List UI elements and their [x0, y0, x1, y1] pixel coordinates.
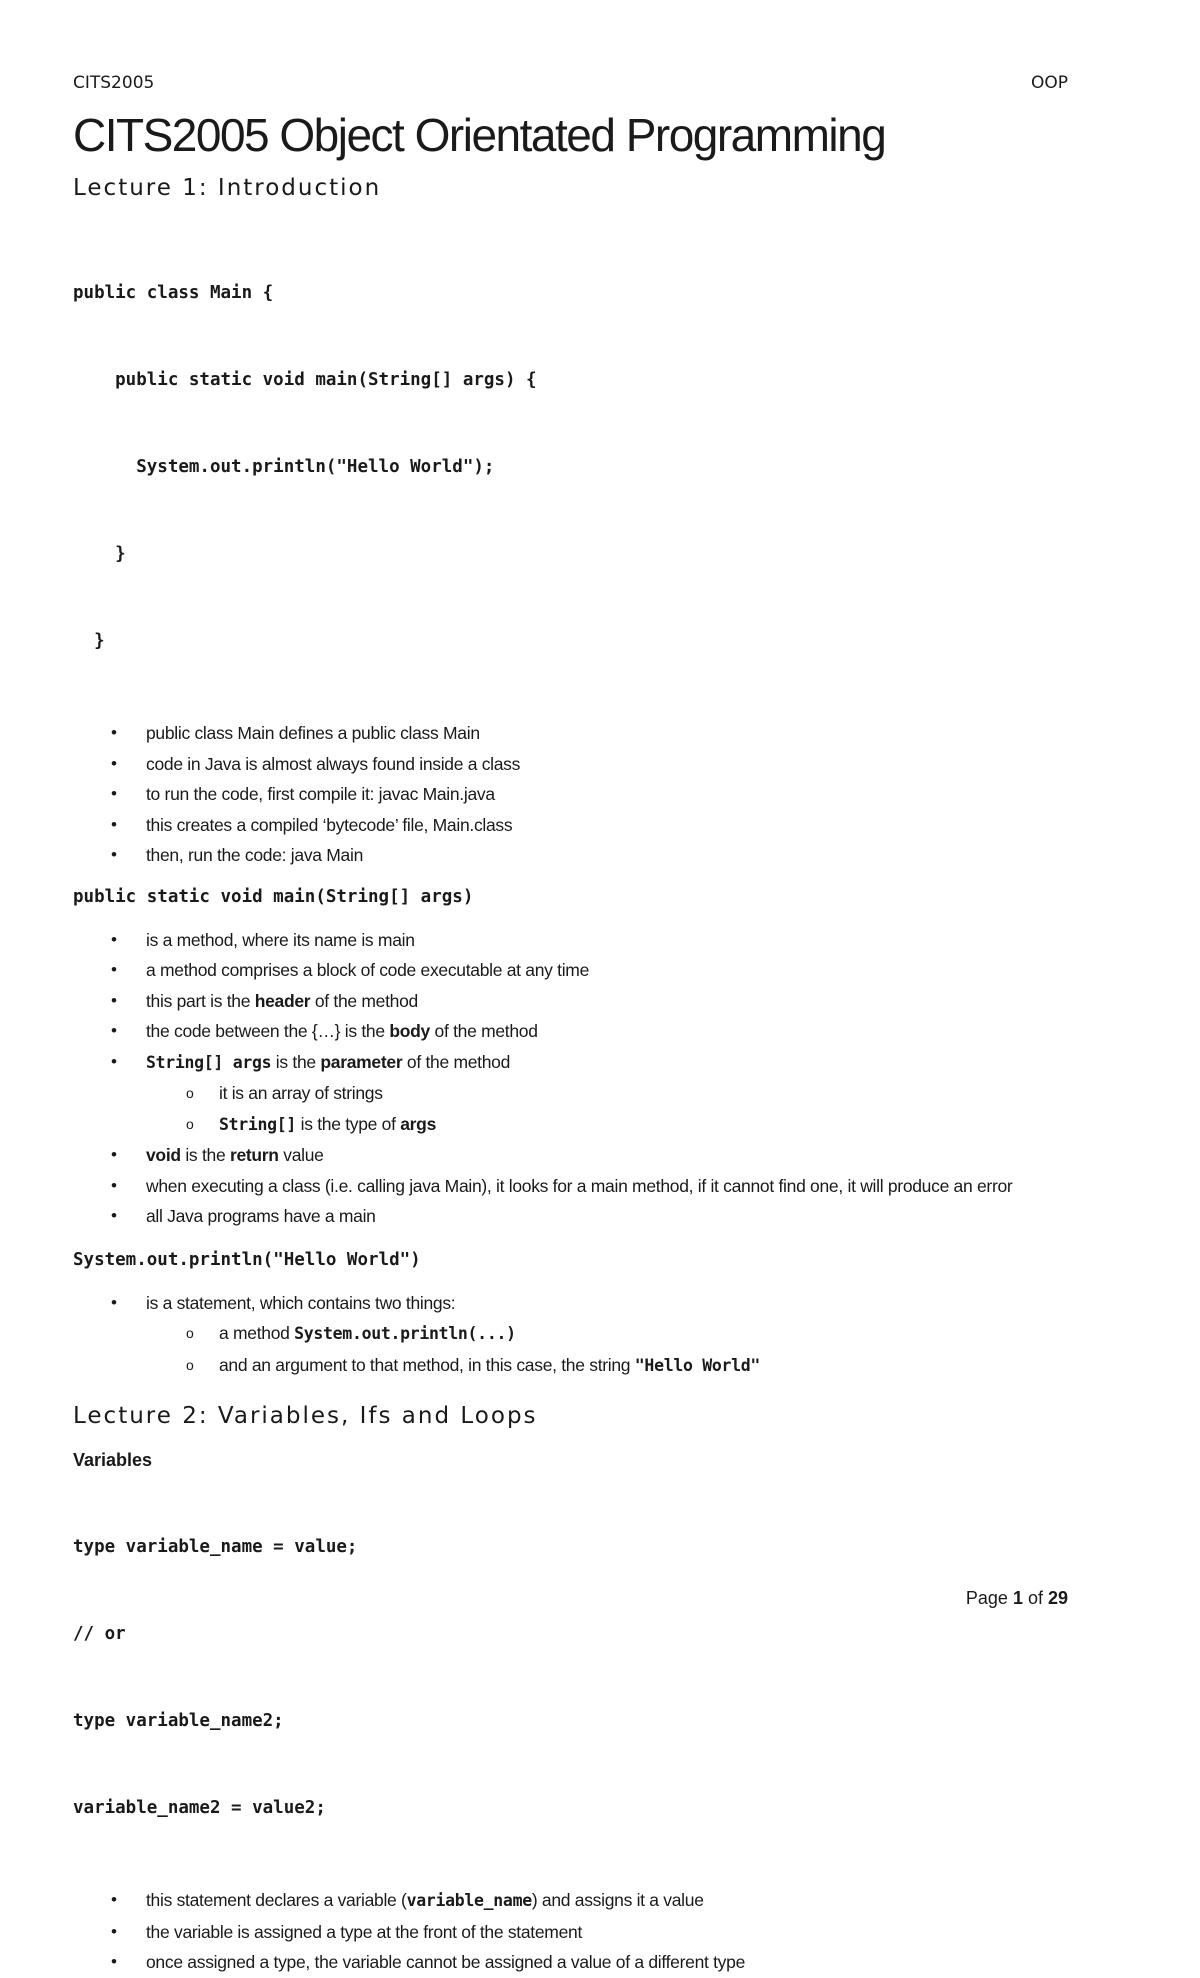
text: is the	[180, 1145, 230, 1165]
text: this part is the	[146, 990, 255, 1011]
inline-code: String[]	[219, 1114, 297, 1134]
current-page: 1	[1012, 1588, 1023, 1608]
text: a method	[219, 1323, 295, 1343]
inline-code: System.out.println(...)	[294, 1324, 516, 1343]
list-item: • code in Java is almost always found inside a class	[73, 749, 1093, 780]
list-item: • then, run the code: java Main	[73, 840, 1093, 871]
list-item: • when executing a class (i.e. calling java Main), it looks for a main method, if it cannot find one, it will produce an error	[73, 1171, 1093, 1202]
code-line: }	[73, 544, 126, 564]
println-signature: System.out.println("Hello World")	[73, 1249, 421, 1270]
document-title: CITS2005 Object Orientated Programming	[73, 109, 886, 161]
list-item: • this creates a compiled ‘bytecode’ file, Main.class	[73, 810, 1093, 841]
variables-subheading: Variables	[73, 1450, 153, 1470]
bold-term: header	[254, 990, 311, 1011]
list-item	[73, 1885, 1093, 1917]
list-item: • all Java programs have a main	[73, 1201, 1093, 1232]
list-item	[73, 1047, 1093, 1079]
text: of the method	[429, 1021, 538, 1041]
bold-term: return	[229, 1145, 279, 1165]
lecture-1-bullets-intro	[73, 718, 1093, 871]
list-item	[73, 986, 1093, 1017]
sub-list-item	[73, 1109, 1093, 1141]
hello-world-code-block	[73, 221, 1093, 714]
list-item	[73, 1016, 1093, 1047]
text: and an argument to that method, in this case, the string	[219, 1354, 635, 1375]
variables-bullets	[73, 1885, 1093, 1978]
variables-code-block	[73, 1475, 1093, 1881]
header-course-code: CITS2005	[73, 73, 155, 93]
sub-list-item	[73, 1318, 1093, 1350]
lecture-1-heading: Lecture 1: Introduction	[73, 175, 382, 201]
text: is the type of	[296, 1113, 401, 1134]
text: value	[278, 1145, 324, 1165]
text: of the method	[402, 1051, 511, 1072]
inline-code: variable_name	[406, 1891, 532, 1910]
list-item: • to run the code, first compile it: javac Main.java	[73, 779, 1093, 810]
document-content	[73, 105, 1093, 1978]
main-method-bullets	[73, 925, 1093, 1232]
bold-term: args	[400, 1113, 436, 1134]
code-line: // or	[73, 1624, 126, 1644]
total-pages: 29	[1047, 1588, 1068, 1608]
println-bullets	[73, 1288, 1093, 1382]
page-number	[966, 1588, 1068, 1609]
main-method-signature: public static void main(String[] args)	[73, 886, 474, 907]
text: ) and assigns it a value	[531, 1890, 704, 1910]
list-item: • is a statement, which contains two things:	[73, 1288, 1093, 1319]
inline-code: "Hello World"	[634, 1355, 761, 1375]
text: Page	[965, 1588, 1013, 1608]
text: is the	[271, 1051, 321, 1072]
code-line: type variable_name = value;	[73, 1537, 358, 1557]
code-line: type variable_name2;	[73, 1711, 284, 1731]
text: the code between the {…} is the	[146, 1021, 390, 1041]
code-line: System.out.println("Hello World");	[73, 457, 495, 477]
code-line: public class Main {	[73, 283, 274, 303]
bold-term: body	[389, 1021, 430, 1041]
text: of	[1022, 1588, 1048, 1608]
list-item: • is a method, where its name is main	[73, 925, 1093, 956]
list-item: • the variable is assigned a type at the front of the statement	[73, 1917, 1093, 1948]
list-item: • a method comprises a block of code executable at any time	[73, 955, 1093, 986]
bold-term: void	[146, 1145, 181, 1165]
text: this statement declares a variable (	[146, 1890, 407, 1910]
inline-code: String[] args	[146, 1052, 272, 1072]
list-item: • once assigned a type, the variable cannot be assigned a value of a different type	[73, 1947, 1093, 1978]
code-line: }	[73, 631, 105, 651]
running-header	[73, 73, 1068, 97]
text: of the method	[310, 990, 418, 1011]
lecture-2-heading: Lecture 2: Variables, Ifs and Loops	[73, 1403, 538, 1429]
sub-list-item	[73, 1350, 1093, 1382]
bold-term: parameter	[320, 1051, 403, 1072]
code-line: public static void main(String[] args) {	[73, 370, 537, 390]
list-item	[73, 1140, 1093, 1171]
header-topic: OOP	[1030, 73, 1068, 93]
code-line: variable_name2 = value2;	[73, 1798, 326, 1818]
list-item: • public class Main defines a public class Main	[73, 718, 1093, 749]
sub-list-item: o it is an array of strings	[73, 1078, 1093, 1109]
